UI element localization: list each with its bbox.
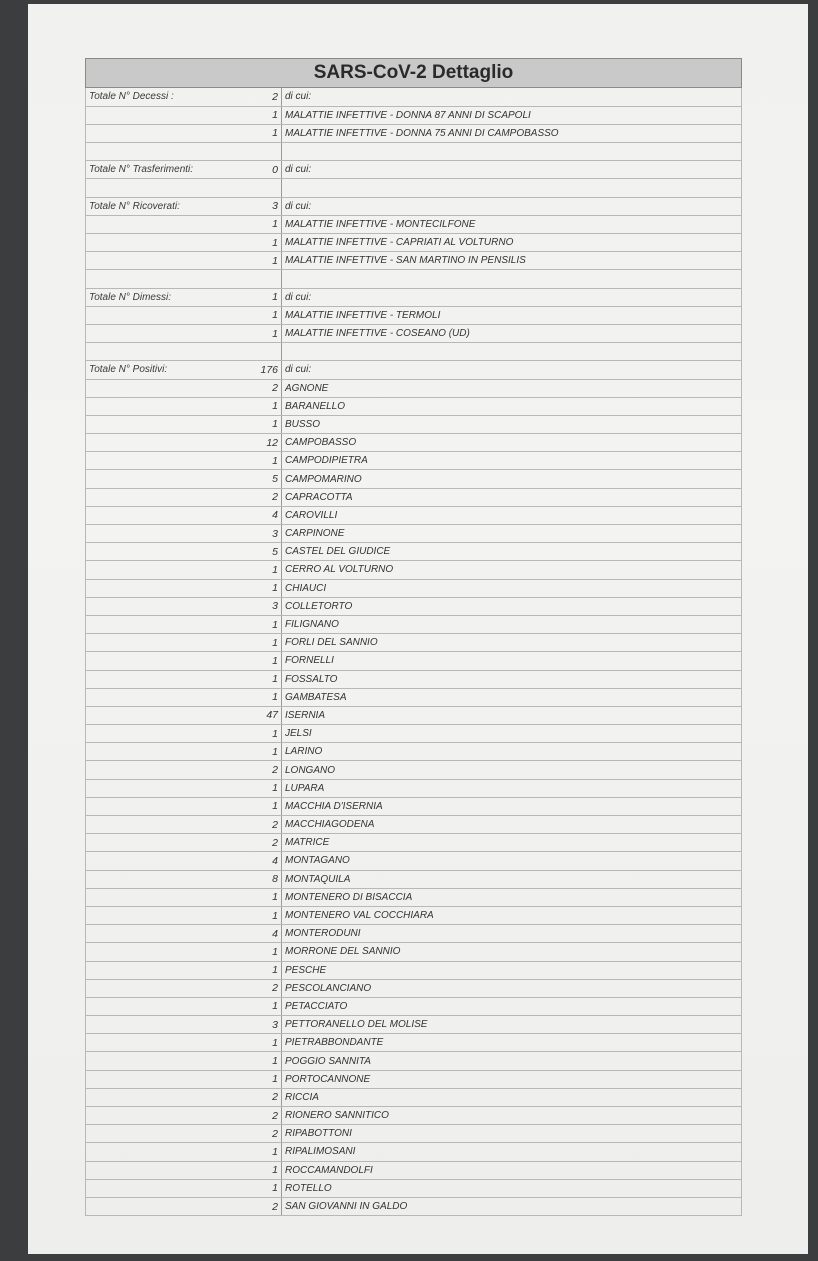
- row-description: MONTERODUNI: [282, 925, 742, 943]
- row-count: 1: [258, 124, 282, 142]
- row-description: RIPALIMOSANI: [282, 1143, 742, 1161]
- table-row: [86, 1070, 742, 1088]
- table-row: [86, 1088, 742, 1106]
- empty-count-cell: [258, 179, 282, 197]
- row-count: 2: [258, 379, 282, 397]
- row-description: LUPARA: [282, 779, 742, 797]
- empty-description-cell: [282, 343, 742, 361]
- empty-label-cell: [86, 706, 258, 724]
- row-description: RICCIA: [282, 1088, 742, 1106]
- row-description: MATRICE: [282, 834, 742, 852]
- row-description: MORRONE DEL SANNIO: [282, 943, 742, 961]
- empty-label-cell: [86, 434, 258, 452]
- empty-label-cell: [86, 343, 258, 361]
- section-label: Totale N° Dimessi:: [86, 288, 258, 306]
- empty-label-cell: [86, 1197, 258, 1215]
- row-count: 1: [258, 1143, 282, 1161]
- row-count: 2: [258, 1197, 282, 1215]
- row-description: PETACCIATO: [282, 997, 742, 1015]
- spacer-row: [86, 179, 742, 197]
- empty-label-cell: [86, 252, 258, 270]
- empty-label-cell: [86, 1016, 258, 1034]
- table-row: [86, 997, 742, 1015]
- row-description: PETTORANELLO DEL MOLISE: [282, 1016, 742, 1034]
- empty-label-cell: [86, 997, 258, 1015]
- section-header-row: [86, 161, 742, 179]
- empty-label-cell: [86, 1088, 258, 1106]
- empty-label-cell: [86, 306, 258, 324]
- table-row: [86, 561, 742, 579]
- table-row: [86, 252, 742, 270]
- row-count: 4: [258, 925, 282, 943]
- row-count: 1: [258, 797, 282, 815]
- table-row: [86, 379, 742, 397]
- row-description: MALATTIE INFETTIVE - CAPRIATI AL VOLTURNO: [282, 234, 742, 252]
- row-count: 3: [258, 597, 282, 615]
- table-row: [86, 888, 742, 906]
- table-row: [86, 779, 742, 797]
- report-sheet: [85, 58, 742, 1216]
- table-row: [86, 597, 742, 615]
- row-count: 1: [258, 888, 282, 906]
- empty-label-cell: [86, 943, 258, 961]
- section-total-suffix: di cui:: [282, 161, 742, 179]
- row-description: MALATTIE INFETTIVE - DONNA 75 ANNI DI CAMPOBASSO: [282, 124, 742, 142]
- empty-label-cell: [86, 1161, 258, 1179]
- row-description: AGNONE: [282, 379, 742, 397]
- row-count: 4: [258, 852, 282, 870]
- table-row: [86, 943, 742, 961]
- row-description: ISERNIA: [282, 706, 742, 724]
- spacer-row: [86, 270, 742, 288]
- table-row: [86, 652, 742, 670]
- section-header-row: [86, 361, 742, 379]
- table-row: [86, 1016, 742, 1034]
- table-row: [86, 434, 742, 452]
- section-total: 3: [258, 197, 282, 215]
- table-row: [86, 543, 742, 561]
- table-row: [86, 397, 742, 415]
- section-header-row: [86, 88, 742, 106]
- row-count: 2: [258, 488, 282, 506]
- empty-description-cell: [282, 270, 742, 288]
- row-description: MALATTIE INFETTIVE - TERMOLI: [282, 306, 742, 324]
- empty-label-cell: [86, 1125, 258, 1143]
- empty-label-cell: [86, 561, 258, 579]
- row-description: RIPABOTTONI: [282, 1125, 742, 1143]
- row-count: 3: [258, 525, 282, 543]
- row-count: 2: [258, 834, 282, 852]
- row-description: ROTELLO: [282, 1179, 742, 1197]
- row-description: POGGIO SANNITA: [282, 1052, 742, 1070]
- section-header-row: [86, 197, 742, 215]
- table-row: [86, 470, 742, 488]
- row-description: BARANELLO: [282, 397, 742, 415]
- table-row: [86, 906, 742, 924]
- table-row: [86, 743, 742, 761]
- row-count: 1: [258, 306, 282, 324]
- empty-label-cell: [86, 888, 258, 906]
- empty-label-cell: [86, 615, 258, 633]
- row-count: 2: [258, 761, 282, 779]
- row-count: 8: [258, 870, 282, 888]
- empty-label-cell: [86, 470, 258, 488]
- empty-label-cell: [86, 761, 258, 779]
- row-count: 1: [258, 1161, 282, 1179]
- table-row: [86, 761, 742, 779]
- empty-label-cell: [86, 543, 258, 561]
- empty-label-cell: [86, 579, 258, 597]
- section-label: Totale N° Ricoverati:: [86, 197, 258, 215]
- empty-label-cell: [86, 488, 258, 506]
- row-description: CAMPOBASSO: [282, 434, 742, 452]
- row-count: 1: [258, 252, 282, 270]
- table-row: [86, 1197, 742, 1215]
- row-description: MONTENERO VAL COCCHIARA: [282, 906, 742, 924]
- empty-label-cell: [86, 688, 258, 706]
- table-row: [86, 670, 742, 688]
- empty-label-cell: [86, 816, 258, 834]
- empty-count-cell: [258, 270, 282, 288]
- row-description: GAMBATESA: [282, 688, 742, 706]
- row-description: MACCHIAGODENA: [282, 816, 742, 834]
- row-count: 1: [258, 997, 282, 1015]
- row-count: 1: [258, 397, 282, 415]
- row-description: ROCCAMANDOLFI: [282, 1161, 742, 1179]
- table-row: [86, 834, 742, 852]
- row-description: PESCOLANCIANO: [282, 979, 742, 997]
- empty-label-cell: [86, 179, 258, 197]
- empty-label-cell: [86, 1143, 258, 1161]
- empty-label-cell: [86, 979, 258, 997]
- row-count: 1: [258, 234, 282, 252]
- section-label: Totale N° Trasferimenti:: [86, 161, 258, 179]
- empty-description-cell: [282, 143, 742, 161]
- table-row: [86, 634, 742, 652]
- empty-label-cell: [86, 634, 258, 652]
- row-description: CERRO AL VOLTURNO: [282, 561, 742, 579]
- row-count: 1: [258, 779, 282, 797]
- empty-label-cell: [86, 1070, 258, 1088]
- table-row: [86, 1125, 742, 1143]
- row-description: CAROVILLI: [282, 506, 742, 524]
- table-row: [86, 579, 742, 597]
- row-count: 1: [258, 579, 282, 597]
- table-row: [86, 324, 742, 342]
- table-row: [86, 488, 742, 506]
- table-row: [86, 1179, 742, 1197]
- row-description: SAN GIOVANNI IN GALDO: [282, 1197, 742, 1215]
- row-count: 4: [258, 506, 282, 524]
- row-count: 1: [258, 634, 282, 652]
- empty-label-cell: [86, 1107, 258, 1125]
- row-description: BUSSO: [282, 415, 742, 433]
- empty-label-cell: [86, 906, 258, 924]
- row-count: 2: [258, 1088, 282, 1106]
- row-count: 1: [258, 725, 282, 743]
- section-label: Totale N° Decessi :: [86, 88, 258, 106]
- row-count: 2: [258, 979, 282, 997]
- section-total: 2: [258, 88, 282, 106]
- empty-label-cell: [86, 725, 258, 743]
- spacer-row: [86, 343, 742, 361]
- row-description: MALATTIE INFETTIVE - SAN MARTINO IN PENSILIS: [282, 252, 742, 270]
- empty-label-cell: [86, 106, 258, 124]
- table-row: [86, 1107, 742, 1125]
- row-count: 1: [258, 415, 282, 433]
- table-row: [86, 215, 742, 233]
- empty-label-cell: [86, 670, 258, 688]
- table-row: [86, 706, 742, 724]
- row-description: JELSI: [282, 725, 742, 743]
- row-count: 1: [258, 652, 282, 670]
- table-row: [86, 615, 742, 633]
- empty-label-cell: [86, 597, 258, 615]
- empty-label-cell: [86, 652, 258, 670]
- table-row: [86, 870, 742, 888]
- row-description: RIONERO SANNITICO: [282, 1107, 742, 1125]
- section-total-suffix: di cui:: [282, 197, 742, 215]
- empty-count-cell: [258, 143, 282, 161]
- empty-label-cell: [86, 961, 258, 979]
- row-count: 1: [258, 1070, 282, 1088]
- row-count: 1: [258, 324, 282, 342]
- table-row: [86, 852, 742, 870]
- table-row: [86, 234, 742, 252]
- section-total: 0: [258, 161, 282, 179]
- row-description: MALATTIE INFETTIVE - DONNA 87 ANNI DI SCAPOLI: [282, 106, 742, 124]
- row-count: 2: [258, 1107, 282, 1125]
- table-row: [86, 106, 742, 124]
- section-total-suffix: di cui:: [282, 361, 742, 379]
- report-title: SARS-CoV-2 Dettaglio: [85, 58, 742, 88]
- empty-label-cell: [86, 852, 258, 870]
- table-row: [86, 415, 742, 433]
- row-description: CARPINONE: [282, 525, 742, 543]
- table-row: [86, 1161, 742, 1179]
- empty-label-cell: [86, 415, 258, 433]
- report-table-body: [86, 88, 742, 1216]
- row-description: PIETRABBONDANTE: [282, 1034, 742, 1052]
- row-count: 2: [258, 1125, 282, 1143]
- row-description: FOSSALTO: [282, 670, 742, 688]
- row-count: 1: [258, 906, 282, 924]
- empty-label-cell: [86, 1052, 258, 1070]
- empty-label-cell: [86, 779, 258, 797]
- row-description: PORTOCANNONE: [282, 1070, 742, 1088]
- table-row: [86, 1052, 742, 1070]
- empty-description-cell: [282, 179, 742, 197]
- row-description: CAMPODIPIETRA: [282, 452, 742, 470]
- table-row: [86, 1034, 742, 1052]
- row-description: MONTENERO DI BISACCIA: [282, 888, 742, 906]
- row-count: 1: [258, 943, 282, 961]
- section-label: Totale N° Positivi:: [86, 361, 258, 379]
- row-count: 5: [258, 543, 282, 561]
- row-count: 1: [258, 1052, 282, 1070]
- row-description: FORNELLI: [282, 652, 742, 670]
- row-description: COLLETORTO: [282, 597, 742, 615]
- empty-count-cell: [258, 343, 282, 361]
- table-row: [86, 961, 742, 979]
- empty-label-cell: [86, 215, 258, 233]
- row-count: 1: [258, 452, 282, 470]
- row-description: CAPRACOTTA: [282, 488, 742, 506]
- table-row: [86, 688, 742, 706]
- row-count: 1: [258, 688, 282, 706]
- row-count: 1: [258, 670, 282, 688]
- row-description: FORLI DEL SANNIO: [282, 634, 742, 652]
- table-row: [86, 925, 742, 943]
- row-count: 5: [258, 470, 282, 488]
- empty-label-cell: [86, 124, 258, 142]
- row-description: MONTAGANO: [282, 852, 742, 870]
- row-description: MONTAQUILA: [282, 870, 742, 888]
- section-total-suffix: di cui:: [282, 88, 742, 106]
- empty-label-cell: [86, 452, 258, 470]
- row-description: LONGANO: [282, 761, 742, 779]
- empty-label-cell: [86, 925, 258, 943]
- empty-label-cell: [86, 743, 258, 761]
- row-count: 1: [258, 743, 282, 761]
- row-description: MALATTIE INFETTIVE - MONTECILFONE: [282, 215, 742, 233]
- table-row: [86, 725, 742, 743]
- report-table: [85, 88, 742, 1216]
- row-description: FILIGNANO: [282, 615, 742, 633]
- empty-label-cell: [86, 143, 258, 161]
- row-description: CHIAUCI: [282, 579, 742, 597]
- row-count: 47: [258, 706, 282, 724]
- section-total: 176: [258, 361, 282, 379]
- table-row: [86, 979, 742, 997]
- empty-label-cell: [86, 797, 258, 815]
- empty-label-cell: [86, 834, 258, 852]
- table-row: [86, 452, 742, 470]
- empty-label-cell: [86, 379, 258, 397]
- empty-label-cell: [86, 870, 258, 888]
- table-row: [86, 525, 742, 543]
- section-total: 1: [258, 288, 282, 306]
- empty-label-cell: [86, 525, 258, 543]
- row-description: CAMPOMARINO: [282, 470, 742, 488]
- section-total-suffix: di cui:: [282, 288, 742, 306]
- row-description: CASTEL DEL GIUDICE: [282, 543, 742, 561]
- row-count: 12: [258, 434, 282, 452]
- spacer-row: [86, 143, 742, 161]
- table-row: [86, 306, 742, 324]
- row-description: LARINO: [282, 743, 742, 761]
- row-count: 1: [258, 1179, 282, 1197]
- row-description: MALATTIE INFETTIVE - COSEANO (UD): [282, 324, 742, 342]
- empty-label-cell: [86, 1179, 258, 1197]
- row-count: 1: [258, 106, 282, 124]
- row-description: PESCHE: [282, 961, 742, 979]
- row-count: 3: [258, 1016, 282, 1034]
- row-count: 2: [258, 816, 282, 834]
- section-header-row: [86, 288, 742, 306]
- table-row: [86, 816, 742, 834]
- empty-label-cell: [86, 1034, 258, 1052]
- table-row: [86, 124, 742, 142]
- row-count: 1: [258, 615, 282, 633]
- empty-label-cell: [86, 270, 258, 288]
- row-description: MACCHIA D'ISERNIA: [282, 797, 742, 815]
- table-row: [86, 797, 742, 815]
- table-row: [86, 506, 742, 524]
- empty-label-cell: [86, 324, 258, 342]
- empty-label-cell: [86, 234, 258, 252]
- row-count: 1: [258, 1034, 282, 1052]
- table-row: [86, 1143, 742, 1161]
- empty-label-cell: [86, 397, 258, 415]
- empty-label-cell: [86, 506, 258, 524]
- row-count: 1: [258, 561, 282, 579]
- row-count: 1: [258, 961, 282, 979]
- row-count: 1: [258, 215, 282, 233]
